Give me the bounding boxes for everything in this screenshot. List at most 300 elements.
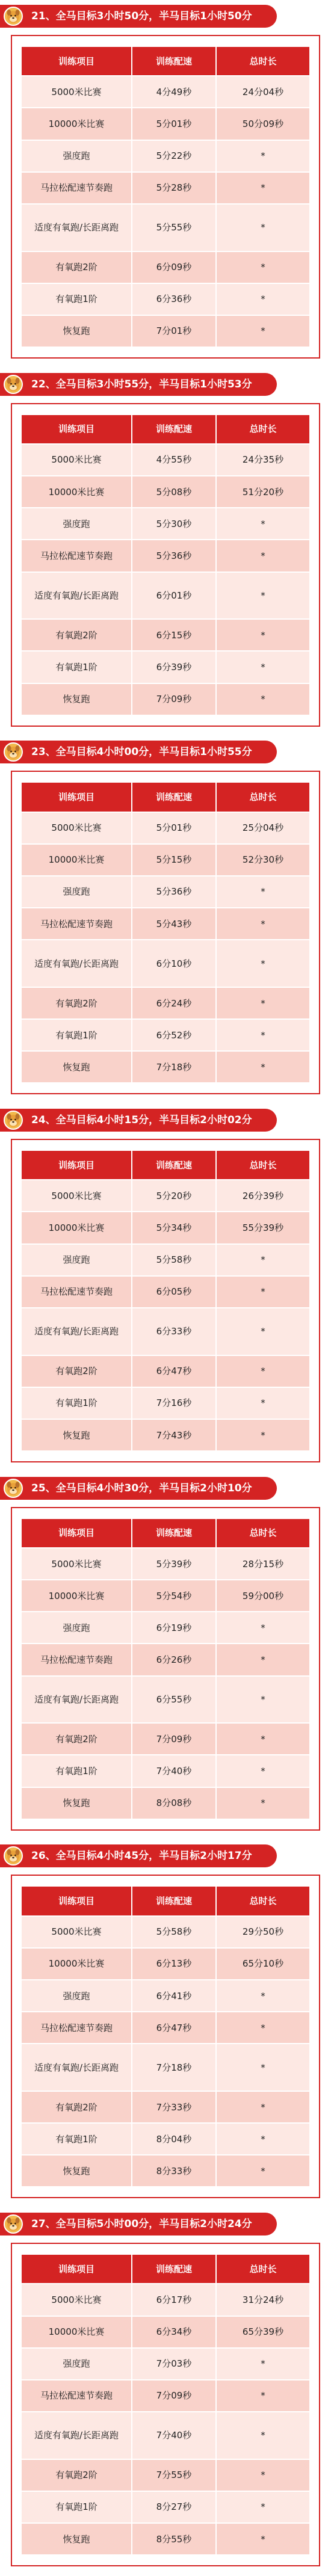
pace-table [22,1151,309,1452]
total-time-cell: * [217,205,309,252]
pace-cell: 6分10秒 [132,940,217,988]
table-row [22,1277,309,1308]
training-item-cell: 恢复跑 [22,2155,132,2187]
total-time-cell: 25分04秒 [217,813,309,845]
table-row [22,2380,309,2412]
training-item-cell: 马拉松配速节奏跑 [22,2380,132,2412]
total-time-cell: * [217,1644,309,1676]
table-row [22,2124,309,2155]
pace-table-frame [11,35,320,359]
training-item-cell: 强度跑 [22,1980,132,2012]
table-row [22,76,309,108]
training-item-cell: 5000米比赛 [22,445,132,476]
training-item-cell: 有氧跑1阶 [22,1388,132,1420]
pace-table [22,1887,309,2187]
column-header: 训练配速 [132,1519,217,1548]
total-time-cell: 65分39秒 [217,2317,309,2349]
training-item-cell: 强度跑 [22,1612,132,1644]
total-time-cell: * [217,173,309,205]
total-time-cell: * [217,988,309,1020]
section-title: 22、全马目标3小时55分，半马目标1小时53分 [31,378,252,390]
pace-cell: 5分15秒 [132,845,217,877]
pace-cell: 5分36秒 [132,540,217,572]
pace-cell: 5分08秒 [132,476,217,508]
training-item-cell: 马拉松配速节奏跑 [22,173,132,205]
column-header: 总时长 [217,1519,309,1548]
training-item-cell: 有氧跑2阶 [22,2460,132,2492]
section-header [0,2213,277,2236]
total-time-cell: * [217,1677,309,1724]
pace-cell: 8分33秒 [132,2155,217,2187]
plan-section [0,736,331,1104]
table-row [22,2524,309,2556]
training-item-cell: 恢复跑 [22,1788,132,1820]
table-row [22,1212,309,1244]
pace-cell: 7分18秒 [132,1052,217,1083]
table-row [22,2492,309,2524]
pace-cell: 7分09秒 [132,2380,217,2412]
training-item-cell: 强度跑 [22,2349,132,2380]
column-header: 训练项目 [22,415,132,445]
dog-mascot-icon [4,2214,23,2234]
table-row [22,1755,309,1787]
total-time-cell: 59分00秒 [217,1580,309,1612]
column-header: 训练配速 [132,783,217,812]
total-time-cell: * [217,2460,309,2492]
table-header-row [22,1519,309,1548]
section-title: 25、全马目标4小时30分，半马目标2小时10分 [31,1482,252,1494]
table-row [22,813,309,845]
pace-cell: 7分40秒 [132,1755,217,1787]
dog-mascot-icon-graphic [5,1480,22,1497]
table-header-row [22,415,309,445]
training-item-cell: 强度跑 [22,877,132,908]
pace-cell: 6分19秒 [132,1612,217,1644]
pace-cell: 7分16秒 [132,1388,217,1420]
table-row [22,1724,309,1755]
training-item-cell: 5000米比赛 [22,1548,132,1580]
training-item-cell: 10000米比赛 [22,1949,132,1980]
column-header: 总时长 [217,1887,309,1916]
training-item-cell: 有氧跑2阶 [22,252,132,284]
table-row [22,1677,309,1724]
table-row [22,2284,309,2316]
training-item-cell: 马拉松配速节奏跑 [22,1277,132,1308]
dog-mascot-icon [4,1479,23,1498]
table-row [22,908,309,940]
training-item-cell: 适度有氧跑/长距离跑 [22,1308,132,1356]
training-item-cell: 10000米比赛 [22,108,132,140]
training-item-cell: 10000米比赛 [22,1580,132,1612]
training-item-cell: 有氧跑1阶 [22,2124,132,2155]
table-row [22,940,309,988]
pace-cell: 8分55秒 [132,2524,217,2556]
training-item-cell: 有氧跑2阶 [22,2092,132,2124]
section-header [0,1844,277,1867]
column-header: 训练配速 [132,415,217,445]
table-row [22,2044,309,2092]
plan-section [0,0,331,368]
pace-cell: 6分52秒 [132,1020,217,1052]
total-time-cell: * [217,2092,309,2124]
pace-cell: 6分34秒 [132,2317,217,2349]
dog-mascot-icon-graphic [5,2216,22,2232]
total-time-cell: * [217,1356,309,1388]
pace-cell: 6分05秒 [132,1277,217,1308]
column-header: 训练配速 [132,1887,217,1916]
table-row [22,316,309,348]
training-item-cell: 有氧跑2阶 [22,1356,132,1388]
column-header: 训练项目 [22,2255,132,2284]
table-row [22,2092,309,2124]
dog-mascot-icon [4,7,23,26]
table-row [22,2155,309,2187]
section-title: 24、全马目标4小时15分，半马目标2小时02分 [31,1114,252,1127]
pace-table-frame [11,403,320,727]
plan-section [0,1472,331,1840]
total-time-cell: * [217,1388,309,1420]
dog-mascot-icon-graphic [5,376,22,393]
table-row [22,1388,309,1420]
pace-cell: 4分55秒 [132,445,217,476]
dog-mascot-icon-graphic [5,744,22,760]
pace-cell: 7分33秒 [132,2092,217,2124]
total-time-cell: * [217,1420,309,1452]
total-time-cell: 24分35秒 [217,445,309,476]
training-item-cell: 5000米比赛 [22,1917,132,1949]
pace-cell: 5分22秒 [132,141,217,173]
table-row [22,1644,309,1676]
section-header [0,373,277,396]
table-row [22,573,309,620]
training-item-cell: 5000米比赛 [22,76,132,108]
table-row [22,476,309,508]
total-time-cell: * [217,1245,309,1277]
training-item-cell: 马拉松配速节奏跑 [22,2012,132,2044]
table-row [22,1180,309,1212]
pace-cell: 4分49秒 [132,76,217,108]
training-item-cell: 恢复跑 [22,1052,132,1083]
pace-cell: 5分39秒 [132,1548,217,1580]
pace-cell: 8分08秒 [132,1788,217,1820]
total-time-cell: * [217,2155,309,2187]
table-row [22,1949,309,1980]
pace-cell: 6分26秒 [132,1644,217,1676]
training-item-cell: 10000米比赛 [22,476,132,508]
table-row [22,2460,309,2492]
table-row [22,2349,309,2380]
table-row [22,1356,309,1388]
total-time-cell: * [217,141,309,173]
pace-cell: 7分18秒 [132,2044,217,2092]
dog-mascot-icon [4,1846,23,1866]
dog-mascot-icon [4,1111,23,1130]
training-item-cell: 恢复跑 [22,684,132,716]
pace-cell: 5分58秒 [132,1917,217,1949]
training-item-cell: 5000米比赛 [22,1180,132,1212]
column-header: 训练配速 [132,47,217,76]
table-row [22,1308,309,1356]
table-row [22,1580,309,1612]
table-row [22,1612,309,1644]
pace-cell: 7分03秒 [132,2349,217,2380]
table-row [22,508,309,540]
total-time-cell: * [217,2349,309,2380]
total-time-cell: 50分09秒 [217,108,309,140]
section-header [0,741,277,763]
pace-cell: 6分13秒 [132,1949,217,1980]
section-header [0,1109,277,1132]
total-time-cell: * [217,1308,309,1356]
pace-cell: 7分09秒 [132,684,217,716]
table-header-row [22,1887,309,1916]
column-header: 训练项目 [22,1887,132,1916]
total-time-cell: * [217,908,309,940]
section-title: 21、全马目标3小时50分，半马目标1小时50分 [31,10,252,22]
training-item-cell: 有氧跑1阶 [22,652,132,683]
total-time-cell: 29分50秒 [217,1917,309,1949]
total-time-cell: * [217,540,309,572]
total-time-cell: * [217,1020,309,1052]
training-item-cell: 适度有氧跑/长距离跑 [22,2412,132,2460]
table-row [22,1917,309,1949]
table-row [22,445,309,476]
training-item-cell: 恢复跑 [22,2524,132,2556]
pace-cell: 5分36秒 [132,877,217,908]
training-item-cell: 强度跑 [22,1245,132,1277]
table-row [22,1420,309,1452]
pace-table [22,783,309,1083]
table-row [22,252,309,284]
training-item-cell: 适度有氧跑/长距离跑 [22,1677,132,1724]
pace-cell: 6分01秒 [132,573,217,620]
dog-mascot-icon-graphic [5,1847,22,1864]
total-time-cell: 55分39秒 [217,1212,309,1244]
training-item-cell: 强度跑 [22,508,132,540]
training-item-cell: 恢复跑 [22,316,132,348]
pace-cell: 7分01秒 [132,316,217,348]
total-time-cell: * [217,620,309,652]
column-header: 训练配速 [132,2255,217,2284]
section-title: 27、全马目标5小时00分，半马目标2小时24分 [31,2218,252,2231]
pace-cell: 5分01秒 [132,108,217,140]
table-header-row [22,783,309,812]
column-header: 训练项目 [22,1151,132,1180]
training-item-cell: 10000米比赛 [22,1212,132,1244]
pace-cell: 8分27秒 [132,2492,217,2524]
total-time-cell: * [217,316,309,348]
table-row [22,540,309,572]
total-time-cell: * [217,2524,309,2556]
table-row [22,2412,309,2460]
total-time-cell: * [217,2012,309,2044]
column-header: 总时长 [217,2255,309,2284]
training-item-cell: 马拉松配速节奏跑 [22,540,132,572]
pace-cell: 5分30秒 [132,508,217,540]
plan-section [0,1104,331,1472]
table-row [22,205,309,252]
pace-table [22,1519,309,1820]
total-time-cell: * [217,877,309,908]
table-row [22,988,309,1020]
total-time-cell: * [217,684,309,716]
total-time-cell: * [217,252,309,284]
column-header: 训练配速 [132,1151,217,1180]
training-item-cell: 适度有氧跑/长距离跑 [22,940,132,988]
pace-table-frame [11,2243,320,2566]
pace-cell: 5分01秒 [132,813,217,845]
pace-cell: 6分36秒 [132,284,217,316]
total-time-cell: * [217,1755,309,1787]
pace-cell: 5分58秒 [132,1245,217,1277]
table-row [22,845,309,877]
pace-cell: 7分09秒 [132,1724,217,1755]
table-header-row [22,2255,309,2284]
section-title: 26、全马目标4小时45分，半马目标2小时17分 [31,1850,252,1863]
training-item-cell: 马拉松配速节奏跑 [22,908,132,940]
pace-cell: 8分04秒 [132,2124,217,2155]
total-time-cell: * [217,2412,309,2460]
total-time-cell: 65分10秒 [217,1949,309,1980]
pace-cell: 6分24秒 [132,988,217,1020]
total-time-cell: 31分24秒 [217,2284,309,2316]
table-row [22,108,309,140]
total-time-cell: * [217,1612,309,1644]
plan-section [0,1840,331,2208]
table-row [22,1788,309,1820]
table-row [22,877,309,908]
total-time-cell: * [217,1980,309,2012]
column-header: 总时长 [217,783,309,812]
dog-mascot-icon [4,742,23,762]
pace-cell: 7分55秒 [132,2460,217,2492]
training-item-cell: 有氧跑2阶 [22,620,132,652]
table-row [22,1245,309,1277]
table-row [22,652,309,683]
total-time-cell: * [217,508,309,540]
total-time-cell: * [217,940,309,988]
table-row [22,141,309,173]
pace-cell: 6分47秒 [132,2012,217,2044]
total-time-cell: * [217,284,309,316]
column-header: 训练项目 [22,1519,132,1548]
training-item-cell: 马拉松配速节奏跑 [22,1644,132,1676]
training-item-cell: 有氧跑1阶 [22,1755,132,1787]
training-item-cell: 5000米比赛 [22,813,132,845]
table-row [22,1980,309,2012]
pace-table [22,47,309,348]
dog-mascot-icon-graphic [5,1112,22,1129]
column-header: 总时长 [217,415,309,445]
pace-cell: 5分20秒 [132,1180,217,1212]
dog-mascot-icon [4,375,23,394]
total-time-cell: * [217,652,309,683]
total-time-cell: 52分30秒 [217,845,309,877]
section-header [0,5,277,28]
section-title: 23、全马目标4小时00分，半马目标1小时55分 [31,746,252,759]
total-time-cell: * [217,1788,309,1820]
pace-cell: 6分33秒 [132,1308,217,1356]
training-item-cell: 10000米比赛 [22,845,132,877]
pace-cell: 6分55秒 [132,1677,217,1724]
training-item-cell: 适度有氧跑/长距离跑 [22,205,132,252]
dog-mascot-icon-graphic [5,8,22,25]
pace-cell: 5分54秒 [132,1580,217,1612]
pace-table [22,2255,309,2556]
training-item-cell: 强度跑 [22,141,132,173]
training-item-cell: 有氧跑2阶 [22,988,132,1020]
pace-cell: 7分43秒 [132,1420,217,1452]
training-item-cell: 有氧跑1阶 [22,284,132,316]
table-row [22,620,309,652]
pace-cell: 6分09秒 [132,252,217,284]
total-time-cell: * [217,2492,309,2524]
table-row [22,684,309,716]
pace-table-frame [11,1139,320,1462]
table-row [22,1052,309,1083]
total-time-cell: * [217,1724,309,1755]
pace-cell: 6分41秒 [132,1980,217,2012]
training-item-cell: 5000米比赛 [22,2284,132,2316]
table-row [22,284,309,316]
plan-section [0,368,331,736]
table-row [22,1020,309,1052]
table-row [22,173,309,205]
training-item-cell: 恢复跑 [22,1420,132,1452]
plan-section [0,2208,331,2576]
pace-cell: 6分15秒 [132,620,217,652]
table-row [22,2317,309,2349]
training-item-cell: 有氧跑1阶 [22,1020,132,1052]
training-item-cell: 10000米比赛 [22,2317,132,2349]
pace-cell: 5分28秒 [132,173,217,205]
pace-table-frame [11,1875,320,2198]
total-time-cell: * [217,2124,309,2155]
pace-table-frame [11,771,320,1094]
table-row [22,2012,309,2044]
pace-cell: 6分47秒 [132,1356,217,1388]
column-header: 总时长 [217,47,309,76]
total-time-cell: 51分20秒 [217,476,309,508]
pace-table [22,415,309,716]
table-row [22,1548,309,1580]
total-time-cell: * [217,573,309,620]
table-header-row [22,1151,309,1180]
total-time-cell: * [217,2380,309,2412]
section-header [0,1477,277,1500]
total-time-cell: 24分04秒 [217,76,309,108]
column-header: 总时长 [217,1151,309,1180]
pace-cell: 7分40秒 [132,2412,217,2460]
pace-table-frame [11,1507,320,1831]
column-header: 训练项目 [22,47,132,76]
training-item-cell: 有氧跑1阶 [22,2492,132,2524]
pace-cell: 5分34秒 [132,1212,217,1244]
pace-cell: 6分17秒 [132,2284,217,2316]
pace-cell: 5分43秒 [132,908,217,940]
total-time-cell: 26分39秒 [217,1180,309,1212]
training-item-cell: 有氧跑2阶 [22,1724,132,1755]
total-time-cell: * [217,1052,309,1083]
training-item-cell: 适度有氧跑/长距离跑 [22,573,132,620]
pace-cell: 6分39秒 [132,652,217,683]
column-header: 训练项目 [22,783,132,812]
table-header-row [22,47,309,76]
total-time-cell: * [217,2044,309,2092]
training-item-cell: 适度有氧跑/长距离跑 [22,2044,132,2092]
pace-cell: 5分55秒 [132,205,217,252]
total-time-cell: * [217,1277,309,1308]
